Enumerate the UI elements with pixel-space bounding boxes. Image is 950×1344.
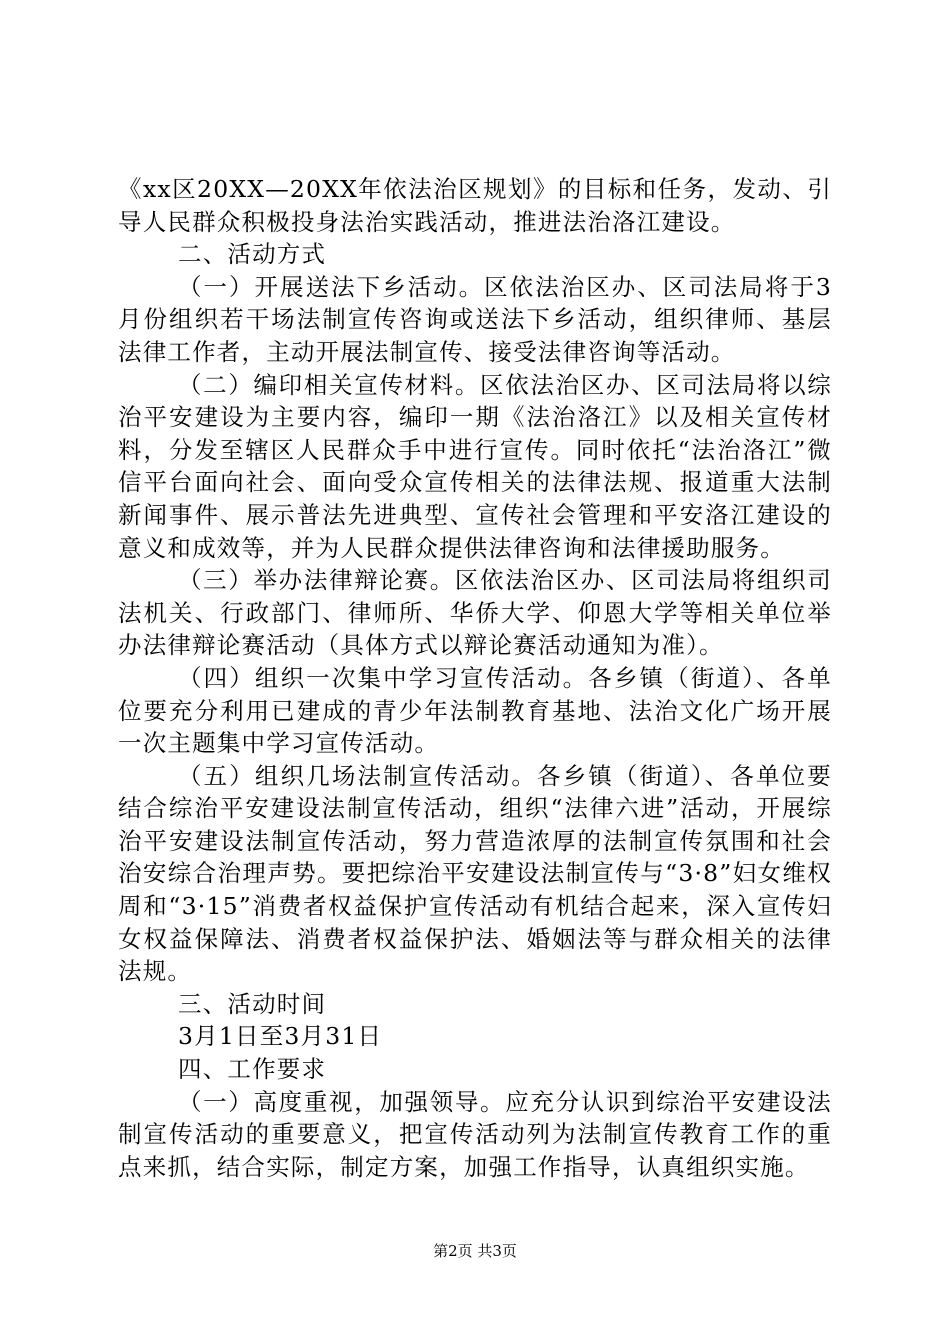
paragraph-method-5: （五）组织几场法制宣传活动。各乡镇（街道）、各单位要结合综治平安建设法制宣传活动，组织“法律六进”活动，开展综治平安建设法制宣传活动，努力营造浓厚的法制宣传氛围和社会治安综合治理声势。要把综治平安建设法制宣传与“3·8”妇女维权周和“3·15”消费者权益保护宣传活动有机结合起来，深入宣传妇女权益保障法、消费者权益保护法、婚姻法等与群众相关的法律法规。 — [118, 761, 832, 986]
paragraph-intro: 《xx区20XX—20XX年依法治区规划》的目标和任务，发动、引导人民群众积极投身法治实践活动，推进法治洛江建设。 — [118, 175, 832, 236]
paragraph-activity-dates: 3月1日至3月31日 — [178, 1022, 383, 1051]
heading-activity-time: 三、活动时间 — [178, 989, 327, 1018]
paragraph-method-4: （四）组织一次集中学习宣传活动。各乡镇（街道）、各单位要充分利用已建成的青少年法制教育基地、法治文化广场开展一次主题集中学习宣传活动。 — [118, 663, 832, 758]
heading-activity-methods: 二、活动方式 — [178, 240, 327, 269]
paragraph-method-3: （三）举办法律辩论赛。区依法治区办、区司法局将组织司法机关、行政部门、律师所、华侨大学、仰恩大学等相关单位举办法律辩论赛活动（具体方式以辩论赛活动通知为准）。 — [118, 566, 832, 660]
paragraph-method-2: （二）编印相关宣传材料。区依法治区办、区司法局将以综治平安建设为主要内容，编印一期《法治洛江》以及相关宣传材料，分发至辖区人民群众手中进行宣传。同时依托“法治洛江”微信平台面向社会、面向受众宣传相关的法律法规、报道重大法制新闻事件、展示普法先进典型、宣传社会管理和平安洛江建设的意义和成效等，并为人民群众提供法律咨询和法律援助服务。 — [118, 370, 832, 562]
paragraph-requirement-1: （一）高度重视，加强领导。应充分认识到综治平安建设法制宣传活动的重要意义，把宣传活动列为法制宣传教育工作的重点来抓，结合实际，制定方案，加强工作指导，认真组织实施。 — [118, 1087, 832, 1181]
document-body — [118, 173, 832, 1183]
paragraph-method-1: （一）开展送法下乡活动。区依法治区办、区司法局将于3月份组织若干场法制宣传咨询或送法下乡活动，组织律师、基层法律工作者，主动开展法制宣传、接受法律咨询等活动。 — [118, 272, 832, 366]
heading-work-requirements: 四、工作要求 — [178, 1055, 327, 1084]
page-number-footer: 第2页 共3页 — [433, 1242, 517, 1260]
